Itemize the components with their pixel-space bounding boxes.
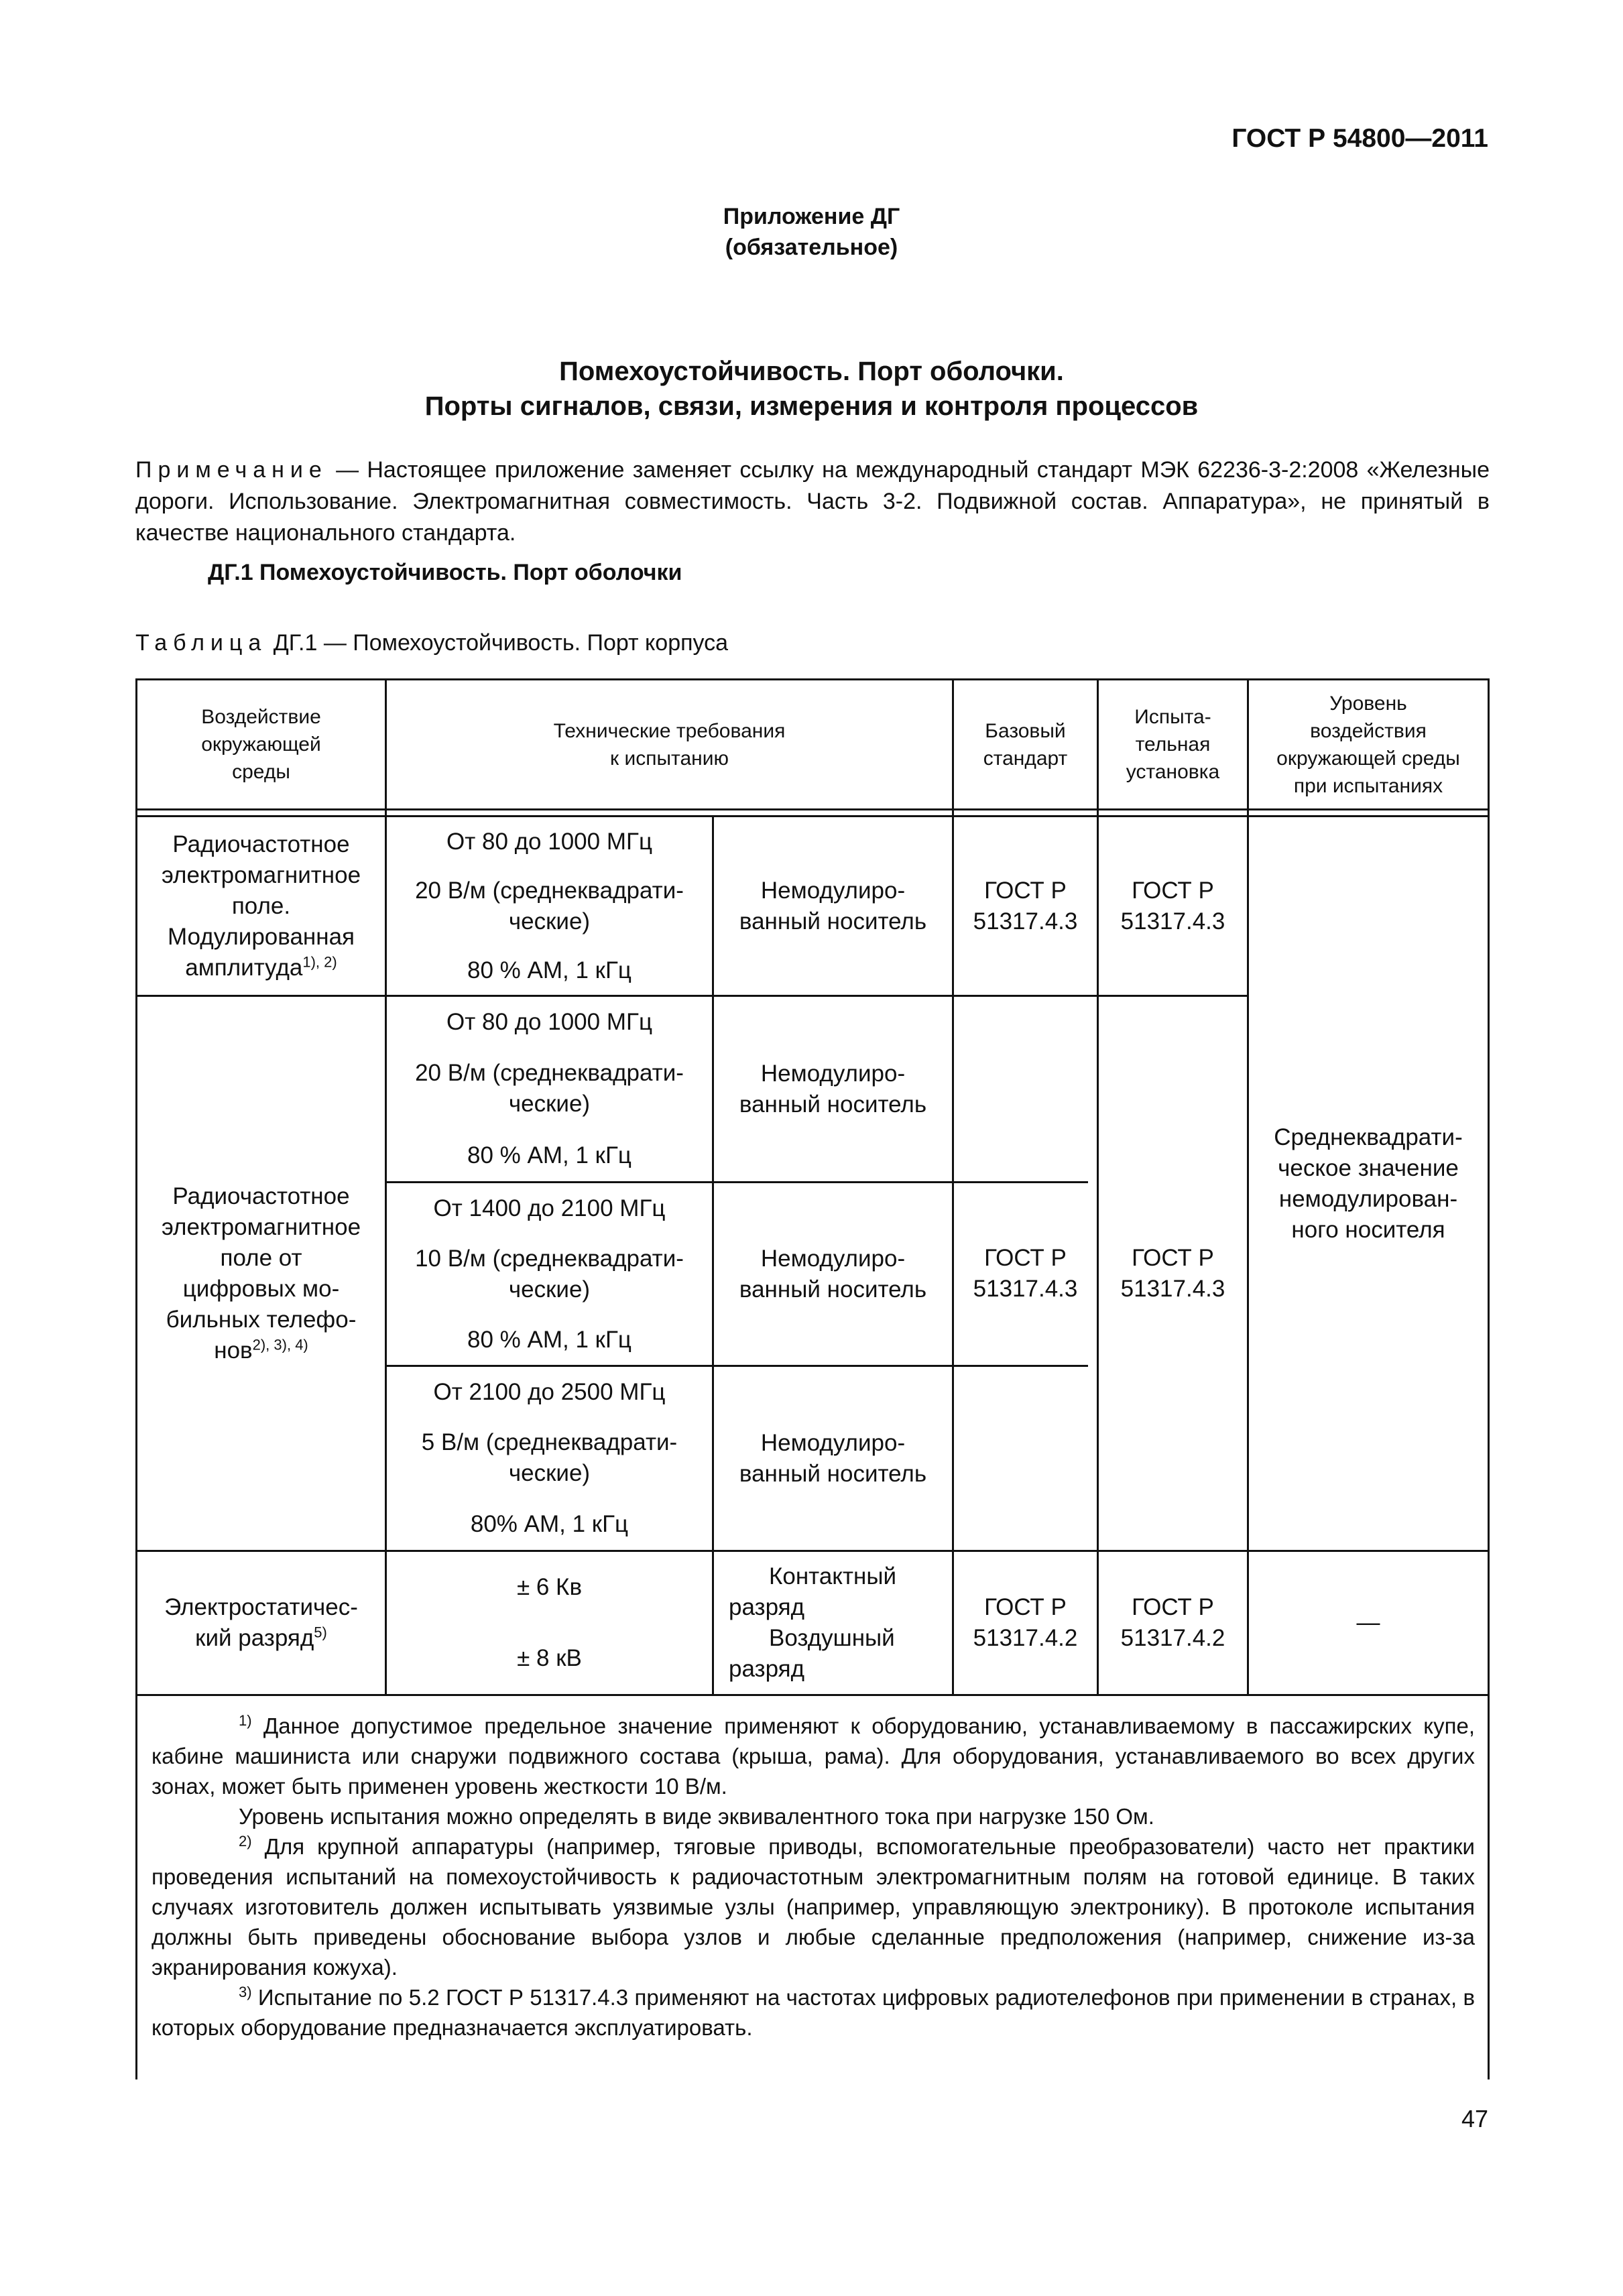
row3-level bbox=[1249, 1552, 1488, 1694]
header-base-standard bbox=[954, 680, 1097, 808]
row2-group2-requirements bbox=[387, 1183, 712, 1365]
cell-text: 51317.4.3 bbox=[1120, 1275, 1225, 1302]
header-text: Уровень bbox=[1329, 692, 1407, 715]
frequency-range: От 2100 до 2500 МГц bbox=[433, 1378, 666, 1405]
cell-text: разряд bbox=[729, 1594, 805, 1620]
footnote-text: Для крупной аппаратуры (например, тяговые приводы, вспомогательные преобразователи) часто нет практики проведения испытаний на помехоустойчивость к радиочастотным электромагнитным полям на готовой единице. В таких случаях изготовитель должен испытывать уязвимые узлы (например, управляющую электронику). В протоколе испытания должны быть приведены обоснование выбора узлов и любые сделанные предположения (например, снижение из-за экранирования кожуха). bbox=[152, 1834, 1475, 1980]
header-text: воздействия bbox=[1310, 719, 1427, 742]
cell-text: поле от bbox=[220, 1244, 302, 1271]
cell-text: цифровых мо- bbox=[182, 1275, 340, 1302]
field-strength bbox=[415, 1244, 684, 1305]
cell-text: кий разряд bbox=[195, 1625, 314, 1651]
frequency-range: От 80 до 1000 МГц bbox=[446, 828, 652, 855]
cell-text: 51317.4.2 bbox=[1120, 1625, 1225, 1651]
cell-text: — bbox=[1356, 1610, 1380, 1636]
row2-test-setup bbox=[1099, 997, 1247, 1550]
cell-text: Электростатичес- bbox=[164, 1594, 358, 1620]
appendix-status: (обязательное) bbox=[725, 235, 898, 260]
header-text: тельная bbox=[1135, 733, 1211, 756]
header-text: установка bbox=[1126, 761, 1220, 783]
page-number: 47 bbox=[1461, 2105, 1488, 2132]
note-text: — Настоящее приложение заменяет ссылку на международный стандарт МЭК 62236-3-2:2008 «Железные дороги. Использование. Электромагнитная совместимость. Часть 3-2. Подвижной состав. Аппаратура», не принятый в качестве национального стандарта. bbox=[135, 457, 1490, 546]
cell-text bbox=[185, 953, 337, 983]
cell-text: ± 6 Кв bbox=[516, 1574, 583, 1600]
header-text: окружающей среды bbox=[1276, 747, 1460, 770]
cell-text: Радиочастотное bbox=[172, 1183, 350, 1209]
cell-text: ± 8 кВ bbox=[517, 1645, 582, 1671]
title-line-1: Помехоустойчивость. Порт оболочки. bbox=[559, 357, 1064, 386]
header-text: Базовый bbox=[985, 719, 1066, 742]
cell-text: Воздушный bbox=[769, 1625, 895, 1651]
cell-text: Немодулиро- bbox=[760, 1429, 906, 1456]
cell-text: ГОСТ Р bbox=[1132, 1244, 1214, 1271]
row1-carrier bbox=[714, 817, 952, 995]
header-text: Технические требования bbox=[553, 719, 786, 742]
modulation: 80% АМ, 1 кГц bbox=[470, 1511, 629, 1538]
row3-environment bbox=[137, 1552, 385, 1694]
title-line-2: Порты сигналов, связи, измерения и контроля процессов bbox=[424, 391, 1199, 421]
footnote-mark: 1) bbox=[239, 1712, 252, 1729]
cell-text: ванный носитель bbox=[739, 908, 927, 934]
note-prefix: Примечание bbox=[135, 457, 328, 483]
row2-group3-carrier bbox=[714, 1367, 952, 1550]
header-text: при испытаниях bbox=[1293, 774, 1443, 797]
page-title bbox=[0, 354, 1623, 424]
frequency-range: От 80 до 1000 МГц bbox=[446, 1009, 652, 1036]
header-text: Испыта- bbox=[1134, 706, 1211, 728]
header-text: среды bbox=[232, 761, 290, 783]
cell-text: ГОСТ Р bbox=[1132, 877, 1214, 904]
cell-text: 5 В/м (среднеквадрати- bbox=[421, 1429, 678, 1456]
rf-level bbox=[1249, 817, 1488, 1550]
row1-base-standard bbox=[954, 817, 1097, 995]
row2-base-standard bbox=[954, 997, 1097, 1550]
row2-group3-requirements bbox=[387, 1367, 712, 1550]
header-text: к испытанию bbox=[610, 747, 729, 770]
table-caption bbox=[135, 630, 728, 656]
cell-text: 20 В/м (среднеквадрати- bbox=[415, 877, 684, 904]
header-requirements bbox=[387, 680, 952, 808]
appendix-label: Приложение ДГ bbox=[723, 204, 900, 229]
footnote-ref: 1), 2) bbox=[302, 953, 337, 970]
doc-code: ГОСТ Р 54800—2011 bbox=[1231, 124, 1488, 153]
footnote-text: Данное допустимое предельное значение применяют к оборудованию, устанавливаемому в пассажирских купе, кабине машиниста или снаружи подвижного состава (крыша, рама). Для оборудования, устанавливаемого во всех других зонах, может быть применен уровень жесткости 10 В/м. bbox=[152, 1713, 1475, 1799]
footnotes bbox=[152, 1711, 1475, 2043]
field-strength bbox=[415, 1058, 684, 1120]
row3-base-standard bbox=[954, 1552, 1097, 1694]
cell-text: ГОСТ Р bbox=[984, 877, 1067, 904]
row2-group1-requirements bbox=[387, 997, 712, 1181]
cell-text: 51317.4.3 bbox=[1120, 908, 1225, 934]
modulation: 80 % АМ, 1 кГц bbox=[467, 1142, 632, 1168]
cell-text: разряд bbox=[729, 1656, 805, 1682]
cell-text: ческое значение bbox=[1278, 1154, 1459, 1181]
footnote bbox=[152, 1982, 1475, 2043]
cell-text: Немодулиро- bbox=[760, 1245, 906, 1272]
row-divider-3 bbox=[135, 1694, 1490, 1696]
cell-text: 10 В/м (среднеквадрати- bbox=[415, 1245, 684, 1272]
cell-text: 20 В/м (среднеквадрати- bbox=[415, 1060, 684, 1087]
header-test-setup bbox=[1099, 680, 1247, 808]
row1-environment bbox=[137, 817, 385, 995]
cell-text bbox=[195, 1623, 327, 1654]
field-strength bbox=[422, 1427, 677, 1489]
table-caption-text: ДГ.1 — Помехоустойчивость. Порт корпуса bbox=[267, 630, 729, 656]
cell-text: ческие) bbox=[508, 1276, 591, 1303]
frequency-range: От 1400 до 2100 МГц bbox=[433, 1195, 666, 1221]
row3-discharge bbox=[714, 1552, 952, 1694]
row2-environment bbox=[137, 997, 385, 1550]
cell-text: ванный носитель bbox=[739, 1091, 927, 1117]
header-level bbox=[1249, 680, 1488, 808]
cell-text: Немодулиро- bbox=[760, 1060, 906, 1087]
cell-text: Контактный bbox=[769, 1563, 897, 1589]
row1-requirements bbox=[387, 817, 712, 995]
footnote bbox=[152, 1711, 1475, 1801]
immunity-table bbox=[135, 678, 1490, 2079]
footnote-text: Уровень испытания можно определять в виде эквивалентного тока при нагрузке 150 Ом. bbox=[239, 1804, 1154, 1829]
cell-text: ческие) bbox=[508, 1460, 591, 1487]
footnote-text: Испытание по 5.2 ГОСТ Р 51317.4.3 применяют на частотах цифровых радиотелефонов при применении в странах, в которых оборудование предназначается эксплуатировать. bbox=[152, 1985, 1475, 2040]
modulation: 80 % АМ, 1 кГц bbox=[467, 1326, 632, 1353]
note-paragraph bbox=[135, 455, 1490, 549]
cell-text: электромагнитное bbox=[161, 1213, 361, 1240]
footnote bbox=[152, 1801, 1475, 1831]
cell-text: нов bbox=[214, 1337, 253, 1364]
row3-values bbox=[387, 1552, 712, 1694]
header-environment bbox=[137, 680, 385, 808]
footnote bbox=[152, 1831, 1475, 1982]
cell-text: 51317.4.3 bbox=[973, 1275, 1078, 1302]
field-strength bbox=[415, 875, 684, 937]
cell-text: бильных телефо- bbox=[166, 1306, 357, 1333]
cell-text bbox=[214, 1335, 308, 1366]
header-text: окружающей bbox=[201, 733, 321, 756]
table-caption-prefix: Таблица bbox=[135, 630, 267, 656]
cell-text: ческие) bbox=[508, 908, 591, 934]
cell-text: ванный носитель bbox=[739, 1460, 927, 1487]
cell-text: 51317.4.3 bbox=[973, 908, 1078, 934]
cell-text: ГОСТ Р bbox=[1132, 1594, 1214, 1620]
header-text: Воздействие bbox=[201, 706, 321, 728]
footnote-ref: 5) bbox=[314, 1624, 327, 1641]
header-text: стандарт bbox=[983, 747, 1068, 770]
cell-text: ГОСТ Р bbox=[984, 1244, 1067, 1271]
cell-text: поле. bbox=[231, 892, 291, 919]
cell-text: немодулирован- bbox=[1278, 1185, 1458, 1212]
row3-test-setup bbox=[1099, 1552, 1247, 1694]
row2-group2-carrier bbox=[714, 1183, 952, 1365]
footnote-mark: 3) bbox=[239, 1984, 252, 2000]
cell-text: электромагнитное bbox=[161, 861, 361, 888]
cell-text: ного носителя bbox=[1291, 1216, 1445, 1243]
appendix-heading bbox=[0, 201, 1623, 263]
cell-text: Среднеквадрати- bbox=[1274, 1124, 1463, 1150]
cell-text: амплитуда bbox=[185, 954, 303, 981]
cell-text: ческие) bbox=[508, 1091, 591, 1117]
table-border-right bbox=[1488, 678, 1490, 2079]
cell-text: ГОСТ Р bbox=[984, 1594, 1067, 1620]
section-heading: ДГ.1 Помехоустойчивость. Порт оболочки bbox=[208, 560, 682, 585]
row1-test-setup bbox=[1099, 817, 1247, 995]
footnote-mark: 2) bbox=[239, 1833, 252, 1850]
cell-text: 51317.4.2 bbox=[973, 1625, 1078, 1651]
cell-text: Немодулиро- bbox=[760, 877, 906, 904]
modulation: 80 % АМ, 1 кГц bbox=[467, 957, 632, 983]
cell-text: Радиочастотное bbox=[172, 831, 350, 857]
row2-group1-carrier bbox=[714, 997, 952, 1181]
footnote-ref: 2), 3), 4) bbox=[252, 1335, 308, 1353]
header-rule-1 bbox=[135, 808, 1490, 810]
cell-text: ванный носитель bbox=[739, 1276, 927, 1303]
cell-text: Модулированная bbox=[167, 923, 355, 950]
